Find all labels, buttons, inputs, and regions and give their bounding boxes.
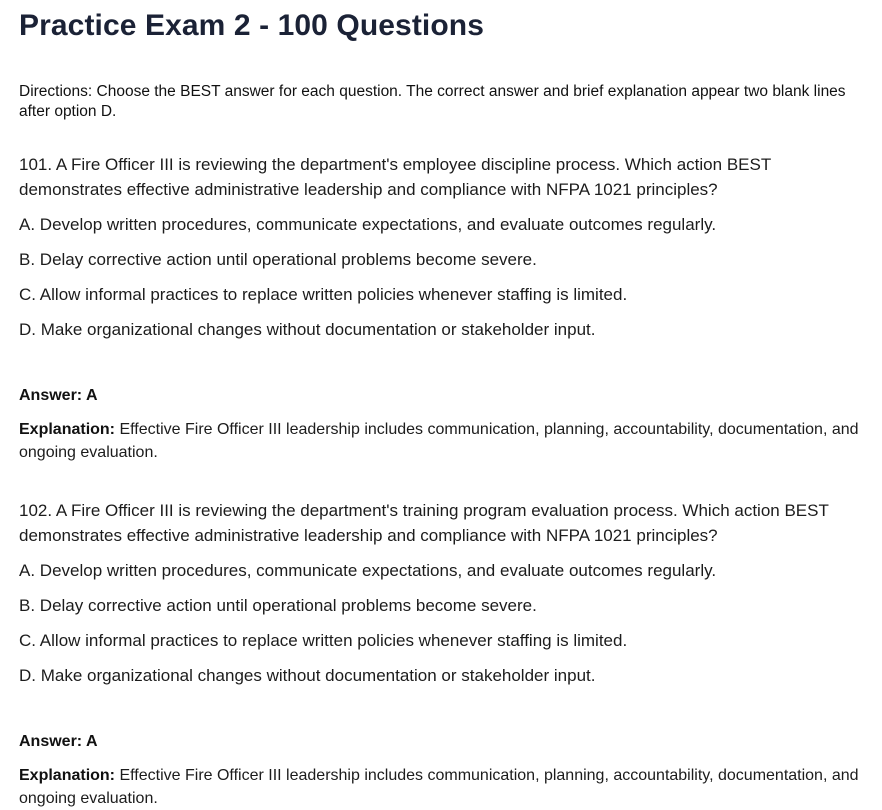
option-b xyxy=(19,593,870,618)
option-text: Delay corrective action until operational problems become severe. xyxy=(39,250,537,269)
option-a xyxy=(19,558,870,583)
option-letter: A. xyxy=(19,215,36,234)
question-stem: 101. A Fire Officer III is reviewing the department's employee discipline process. Which action BEST demonstrates effective administrative leadership and compliance with NFPA 1021 principles? xyxy=(19,155,771,199)
option-d xyxy=(19,663,870,688)
option-text: Make organizational changes without documentation or stakeholder input. xyxy=(40,666,596,685)
page-title: Practice Exam 2 - 100 Questions xyxy=(19,9,484,42)
explanation-text xyxy=(19,764,870,810)
option-b xyxy=(19,247,870,272)
question-block xyxy=(19,152,870,464)
option-letter: B. xyxy=(19,250,36,269)
explanation-label: Explanation: xyxy=(19,767,116,784)
directions-text: Directions: Choose the BEST answer for each question. The correct answer and brief explanation appear two blank lines after option D. xyxy=(19,83,846,120)
option-text: Develop written procedures, communicate expectations, and evaluate outcomes regularly. xyxy=(39,561,717,580)
answer-line: Answer: A xyxy=(19,387,98,404)
option-c xyxy=(19,282,870,307)
option-letter: B. xyxy=(19,596,36,615)
question-stem: 102. A Fire Officer III is reviewing the department's training program evaluation process. Which action BEST demonstrates effective administrative leadership and compliance with NFPA 1021 principles? xyxy=(19,501,829,545)
option-letter: D. xyxy=(19,666,36,685)
explanation-label: Explanation: xyxy=(19,421,116,438)
option-text: Delay corrective action until operational problems become severe. xyxy=(39,596,537,615)
option-list xyxy=(19,212,870,342)
option-text: Allow informal practices to replace written policies whenever staffing is limited. xyxy=(39,285,628,304)
question-block xyxy=(19,498,870,810)
option-text: Make organizational changes without documentation or stakeholder input. xyxy=(40,320,596,339)
option-letter: C. xyxy=(19,285,36,304)
option-a xyxy=(19,212,870,237)
explanation-body: Effective Fire Officer III leadership includes communication, planning, accountability, documentation, and ongoing evaluation. xyxy=(19,767,859,807)
explanation-text xyxy=(19,418,870,464)
option-text: Develop written procedures, communicate expectations, and evaluate outcomes regularly. xyxy=(39,215,717,234)
option-d xyxy=(19,317,870,342)
option-list xyxy=(19,558,870,688)
answer-line: Answer: A xyxy=(19,733,98,750)
option-c xyxy=(19,628,870,653)
option-letter: A. xyxy=(19,561,36,580)
option-letter: C. xyxy=(19,631,36,650)
option-letter: D. xyxy=(19,320,36,339)
option-text: Allow informal practices to replace written policies whenever staffing is limited. xyxy=(39,631,628,650)
explanation-body: Effective Fire Officer III leadership includes communication, planning, accountability, documentation, and ongoing evaluation. xyxy=(19,421,859,461)
